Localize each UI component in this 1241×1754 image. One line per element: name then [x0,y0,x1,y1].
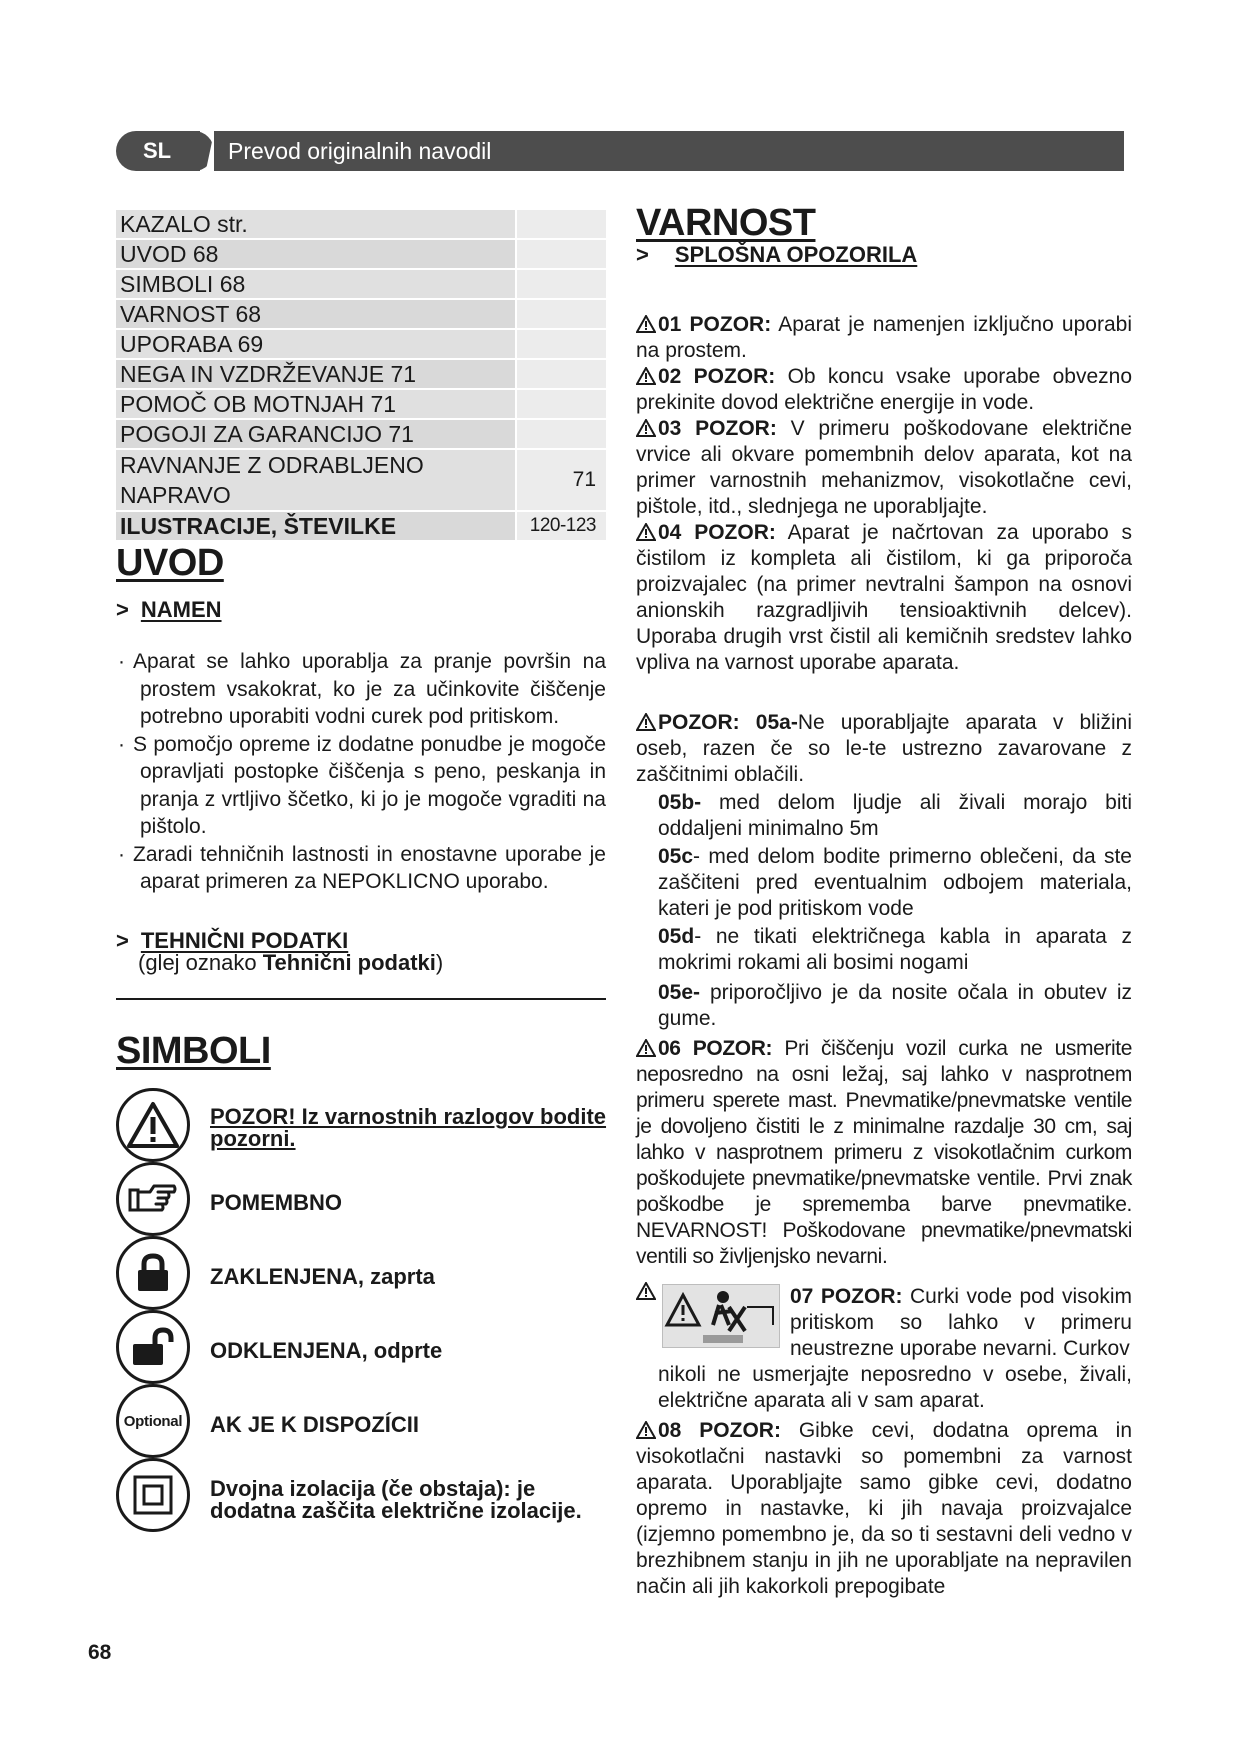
warning-06 [636,1036,1132,1270]
warning-head: 01 POZOR: [658,313,772,336]
symbol-row [116,1088,616,1162]
warning-triangle-icon [636,367,656,385]
warning-triangle-icon [636,315,656,333]
tech-subheading: > TEHNIČNI PODATKI [116,928,349,953]
toc-page [517,360,606,388]
symbol-row [116,1310,616,1384]
warning-head: POZOR: 05a- [658,711,798,734]
tech-note-post: ) [435,950,444,975]
symbol-label: AK JE K DISPOZÍCII [210,1412,420,1437]
warning-text: V primeru poškodovane električne vrvice ali okvare pomembnih delov aparata, kot na primer varnostnih mehanizmov, visokotlačne cevi, pištole, itd., slednjega ne uporabljajte. [636,417,1133,518]
symbol-row [116,1458,616,1532]
warning-triangle-icon [636,1039,656,1057]
toc-row [116,450,606,512]
toc-row [116,300,606,330]
warning-text: priporočljivo je da nosite očala in obutev iz gume. [658,981,1132,1030]
warning-triangle-icon [636,523,656,541]
toc-page [517,210,606,238]
varnost-heading: VARNOST [636,202,816,244]
language-badge: SL [116,131,200,171]
uvod-bullet-list [116,648,606,896]
list-item: · Aparat se lahko uporablja za pranje površin na prostem vsakokrat, ko je za učinkovite čiščenje potrebno uporabiti vodni curek pod pritiskom. [116,648,606,731]
toc-row [116,330,606,360]
lock-closed-icon [116,1236,190,1310]
toc-label: UPORABA 69 [116,330,515,358]
warning-text: - med delom bodite primerno oblečeni, da ste zaščiteni pred eventualnim odbojem materiala, kateri je pod pritiskom vode [658,845,1132,920]
warning-head: 06 POZOR: [658,1037,773,1060]
warning-05b [658,790,1132,842]
warning-head: 02 POZOR: [658,365,776,388]
toc-label: RAVNANJE Z ODRABLJENO NAPRAVO [116,450,515,510]
toc-row [116,512,606,542]
warning-head: 05b- [658,791,702,814]
toc-label: POMOČ OB MOTNJAH 71 [116,390,515,418]
symbol-row [116,1236,616,1310]
page-number: 68 [88,1641,112,1664]
toc-row [116,270,606,300]
toc-label: POGOJI ZA GARANCIJO 71 [116,420,515,448]
toc-label: SIMBOLI 68 [116,270,515,298]
warning-head: 05d [658,925,695,948]
toc-row [116,210,606,240]
toc-label: ILUSTRACIJE, ŠTEVILKE [116,512,515,540]
list-item: · S pomočjo opreme iz dodatne ponudbe je mogoče opravljati postopke čiščenja s peno, peskanja in pranja z vrtljivo ščetko, ki jo je mogoče vgraditi na pištolo. [116,731,606,841]
warning-head: 05e- [658,981,701,1004]
toc-page: 71 [517,450,606,510]
warning-triangle-icon [636,713,656,731]
toc-row [116,240,606,270]
warning-text: Gibke cevi, dodatna oprema in visokotlačni nastavki so pomembni za varnost aparata. Uporabljajte samo gibke cevi, dodatno opremo in nastavke, ki jih navaja proizvajalce (izjemno pomembno je, da so ti sestavni deli vedno v brezhibnem stanju in jih ne uporabljate na nepravilen način ali jih kakorkoli prepogibate [636,1419,1132,1598]
toc-page [517,300,606,328]
namen-title: NAMEN [140,597,222,622]
toc-page [517,330,606,358]
splosna-subheading: > SPLOŠNA OPOZORILA [636,242,918,267]
warning-04 [636,520,1132,676]
warning-01 [636,312,1132,364]
simboli-heading: SIMBOLI [116,1030,271,1072]
warning-triangle-icon [636,1282,656,1300]
warning-02 [636,364,1132,416]
warning-text: Curki vode pod visokim pritiskom so lahko v primeru neustrezne uporabe nevarni. Curkov [790,1285,1132,1360]
toc-page [517,420,606,448]
water-jet-pictogram [662,1284,780,1348]
toc-row [116,420,606,450]
symbol-label: ODKLENJENA, odprte [210,1338,443,1363]
optional-icon [116,1384,190,1458]
tech-note [138,950,443,976]
warning-07 [790,1284,1132,1362]
warning-05c [658,844,1132,922]
warning-head: 08 POZOR: [658,1419,781,1442]
toc-page [517,390,606,418]
warning-head: 05c [658,845,694,868]
warning-07-cont: nikoli ne usmerjajte neposredno v osebe, živali, električne aparata ali v sam aparat. [658,1363,1132,1412]
toc-page [517,240,606,268]
symbol-row [116,1162,616,1236]
warning-head: 03 POZOR: [658,417,777,440]
symbol-row [116,1384,616,1458]
symbol-label: POMEMBNO [210,1190,342,1215]
toc-label: KAZALO str. [116,210,515,238]
warning-text: Ne uporabljajte aparata v bližini oseb, razen če so le-te ustrezno zavarovane z zaščitnimi oblačili. [636,711,1132,786]
warning-text: Aparat je načrtovan za uporabo s čistilom iz kompleta ali čistilom, ki ga priporoča proizvajalec (na primer nevtralni šampon na osnovi anionskih razgradljivih tensioaktivnih delcev). Uporaba drugih vrst čistil ali kemičnih sredstev lahko vpliva na varnost uporabe aparata. [636,521,1132,674]
warning-text: - ne tikati električnega kabla in aparata z mokrimi rokami ali bosimi nogami [658,925,1132,974]
header-title: Prevod originalnih navodil [214,131,1124,171]
splosna-title: SPLOŠNA OPOZORILA [674,242,918,267]
toc-page: 120-123 [517,512,606,540]
uvod-heading: UVOD [116,542,224,584]
warning-triangle-icon [636,1421,656,1439]
namen-subheading: > NAMEN [116,597,222,622]
table-of-contents [116,210,606,542]
optional-icon-text: Optional [123,1412,183,1430]
warning-head: 07 POZOR: [790,1285,903,1308]
toc-page [517,270,606,298]
pointing-hand-icon [116,1162,190,1236]
warning-text: Aparat je namenjen izključno uporabi na prostem. [636,313,1132,362]
toc-label: UVOD 68 [116,240,515,268]
warning-03 [636,416,1132,520]
symbol-label: ZAKLENJENA, zaprta [210,1264,435,1289]
warning-08 [636,1418,1132,1600]
list-item: · Zaradi tehničnih lastnosti in enostavne uporabe je aparat primeren za NEPOKLICNO uporabo. [116,841,606,896]
warning-text: Pri čiščenju vozil curka ne usmerite neposredno na osni ležaj, saj lahko v nasprotnem primeru sperete mast. Pnevmatike/pnevmatske ventile je dovoljeno čistiti le z minimalne razdalje 30 cm, saj lahko v nasprotnem primeru z visokotlačnim curkom poškodujete pnevmatike/pnevmatske ventile. Prvi znak poškodbe je sprememba barve pnevmatike. NEVARNOST! Poškodovane pnevmatike/pnevmatski ventili so življenjsko nevarni. [636,1037,1132,1268]
warning-head: 04 POZOR: [658,521,776,544]
warning-triangle-icon [116,1088,190,1162]
warning-05d [658,924,1132,976]
tech-title: TEHNIČNI PODATKI [140,928,349,953]
section-divider [116,998,606,1000]
toc-row [116,390,606,420]
toc-row [116,360,606,390]
tech-note-pre: (glej oznako [138,950,263,975]
lock-open-icon [116,1310,190,1384]
warning-05a [636,710,1132,788]
warning-triangle-icon [636,419,656,437]
tech-note-bold: Tehnični podatki [262,950,436,975]
warning-text: med delom ljudje ali živali morajo biti oddaljeni minimalno 5m [658,791,1132,840]
toc-label: NEGA IN VZDRŽEVANJE 71 [116,360,515,388]
symbol-label: POZOR! Iz varnostnih razlogov bodite pozorni. [210,1104,607,1151]
warning-text: Ob koncu vsake uporabe obvezno prekinite dovod električne energije in vode. [636,365,1133,414]
symbol-label: Dvojna izolacija (če obstaja): je dodatna zaščita električne izolacije. [210,1476,582,1523]
warning-05e [658,980,1132,1032]
toc-label: VARNOST 68 [116,300,515,328]
double-insulation-icon [116,1458,190,1532]
